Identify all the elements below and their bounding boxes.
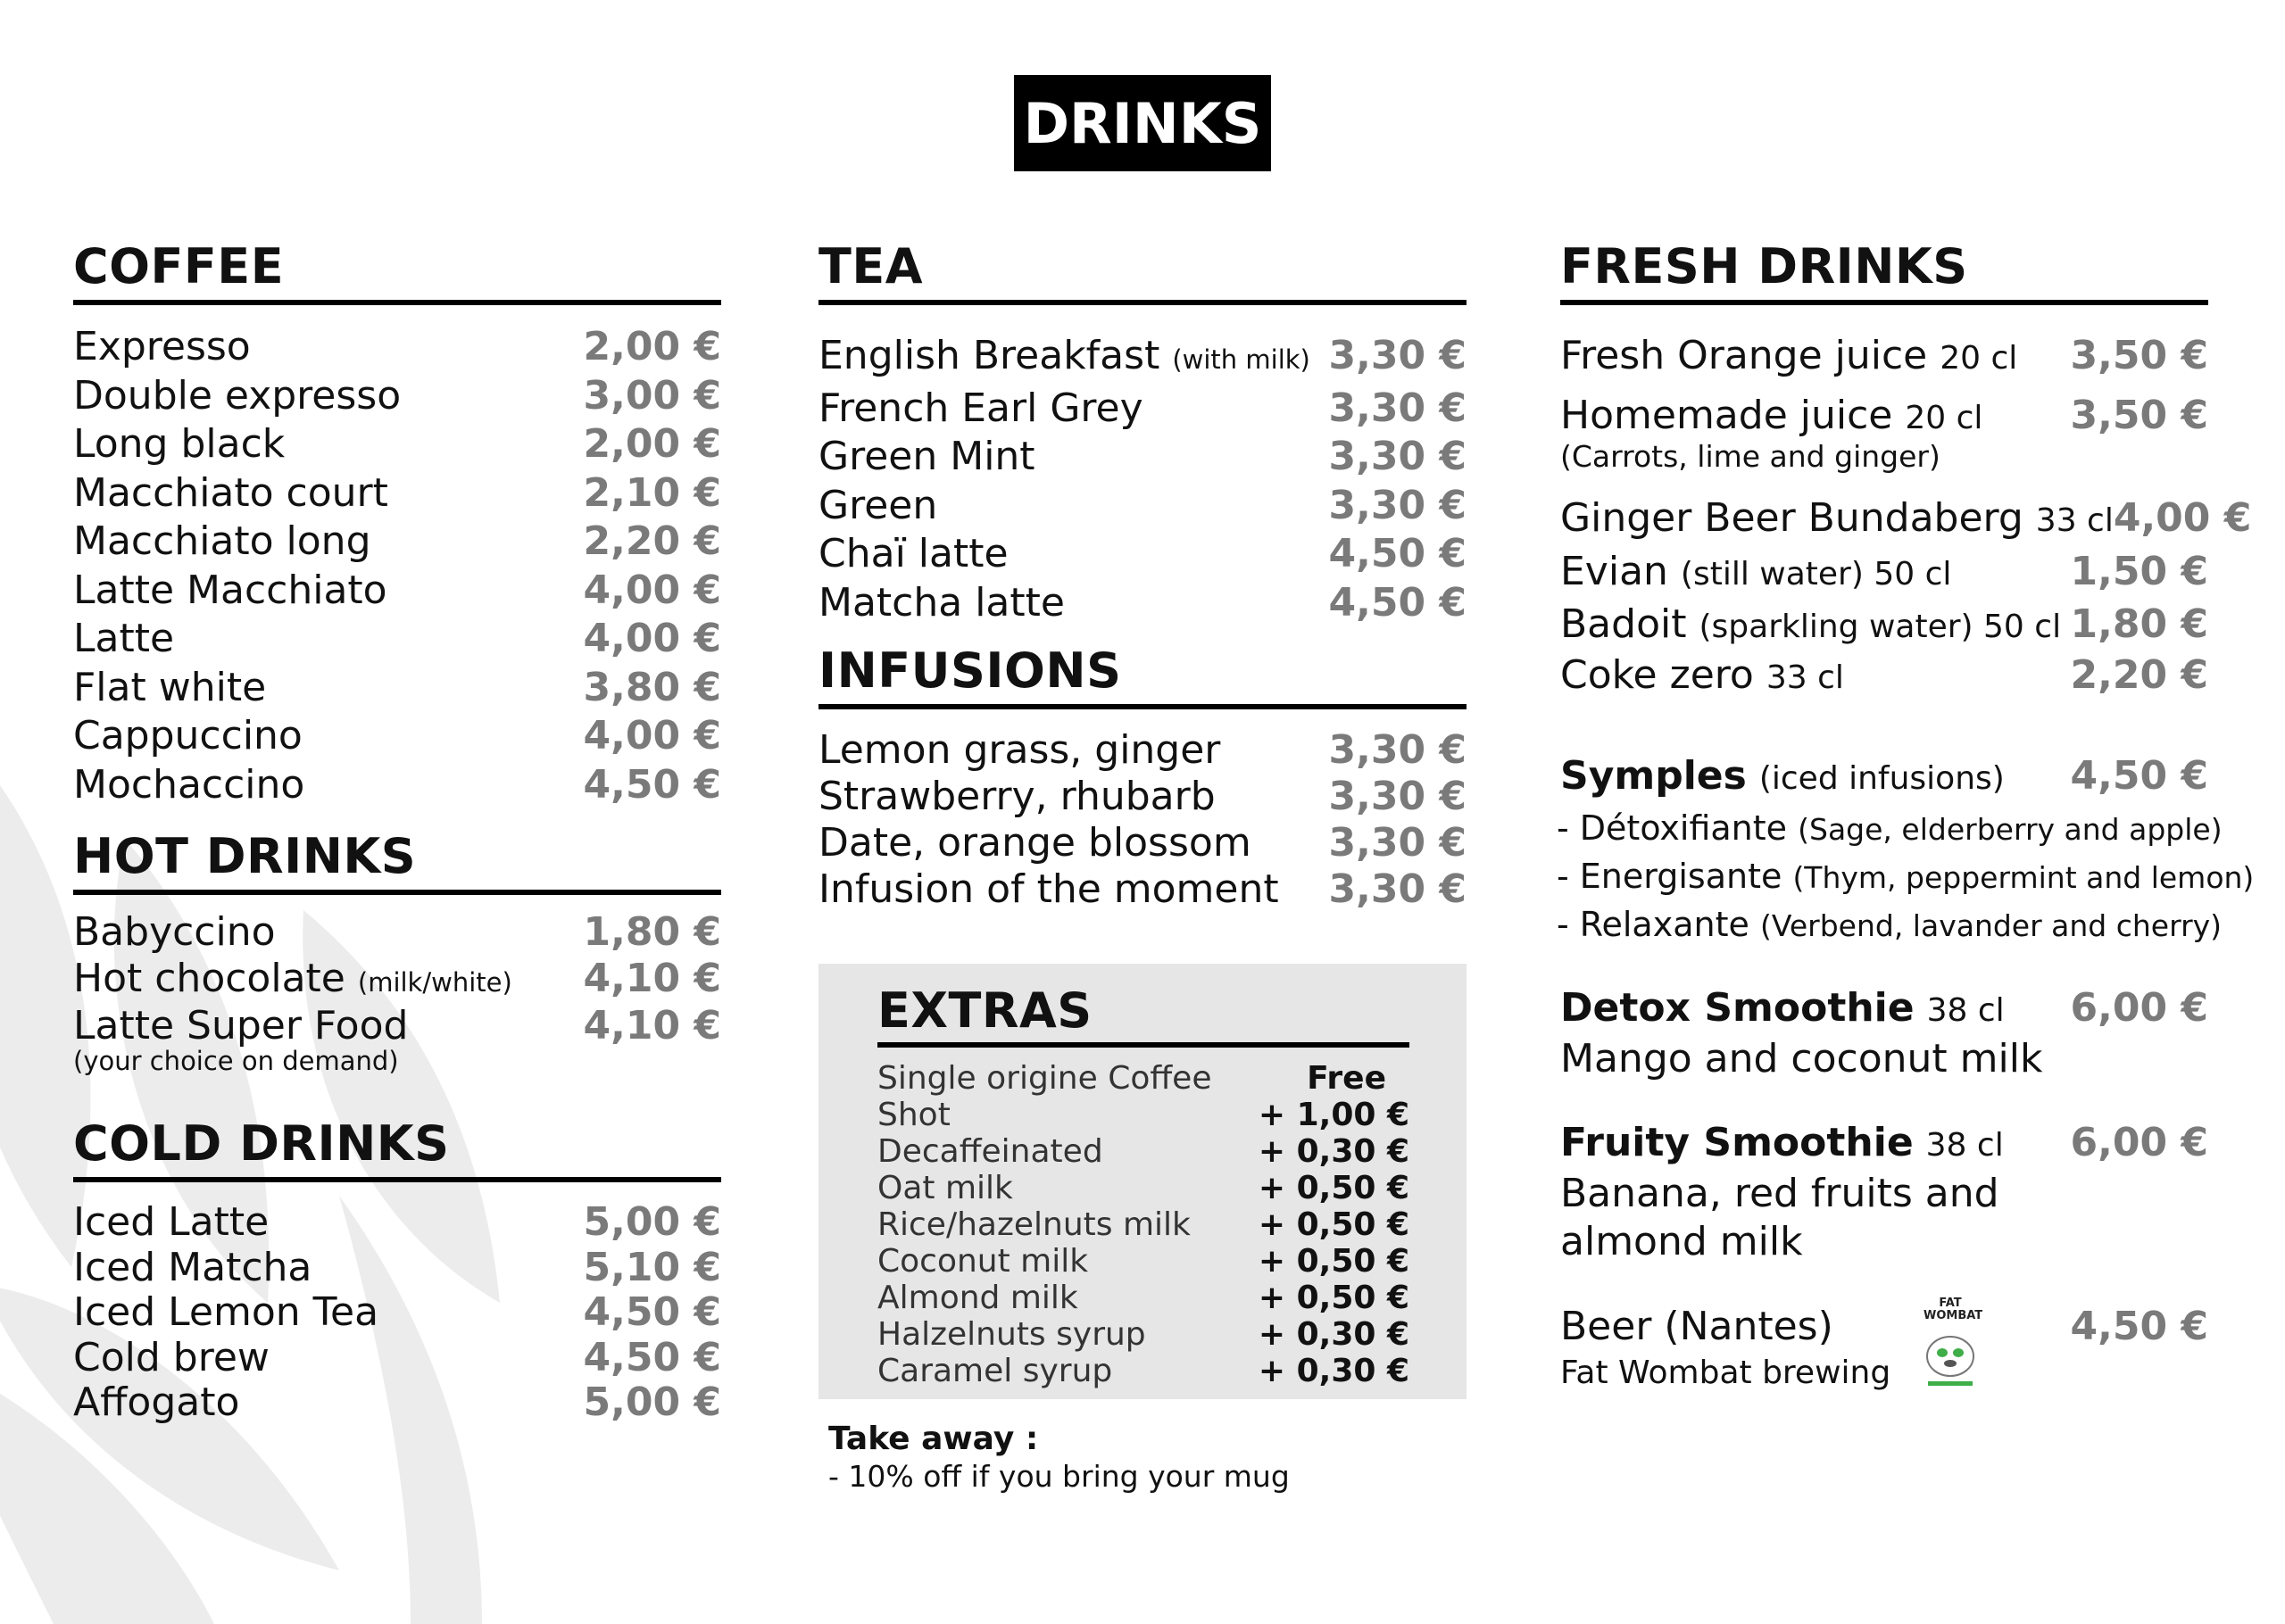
list-item: Strawberry, rhubarb 3,30 € (818, 774, 1467, 819)
list-item: Caramel syrup + 0,30 € (877, 1353, 1409, 1389)
infusions-list (818, 727, 1467, 913)
list-item: French Earl Grey 3,30 € (818, 385, 1467, 431)
list-item: Hot chocolate (milk/white) 4,10 € (73, 956, 721, 1001)
list-item: Green Mint 3,30 € (818, 434, 1467, 479)
list-item: Iced Lemon Tea 4,50 € (73, 1289, 721, 1335)
list-item: Latte Super Food 4,10 € (73, 1003, 721, 1048)
list-item: Shot + 1,00 € (877, 1097, 1409, 1133)
list-item: Date, orange blossom 3,30 € (818, 820, 1467, 866)
list-item: Symples (iced infusions) 4,50 € (1560, 753, 2208, 799)
list-item: Single origine Coffee Free (877, 1060, 1386, 1097)
list-item: Oat milk + 0,50 € (877, 1170, 1409, 1206)
list-item: Macchiato long 2,20 € (73, 518, 721, 564)
list-item: Cappuccino 4,00 € (73, 713, 721, 758)
list-item: Matcha latte 4,50 € (818, 579, 1467, 626)
cold-drinks-rule (73, 1177, 721, 1182)
fresh-drinks-heading: FRESH DRINKS (1560, 238, 1968, 294)
symples-variant: - Energisante (Thym, peppermint and lemon) (1557, 857, 2255, 896)
cold-drinks-heading: COLD DRINKS (73, 1115, 450, 1172)
fruity-desc-2: almond milk (1560, 1219, 1803, 1264)
list-item: Chaï latte 4,50 € (818, 531, 1467, 576)
fat-wombat-logo (1910, 1297, 1990, 1396)
list-item: Fruity Smoothie 38 cl 6,00 € (1560, 1120, 2208, 1165)
list-item: Latte 4,00 € (73, 616, 721, 661)
list-item: Mochaccino 4,50 € (73, 761, 721, 808)
symples-variant: - Détoxifiante (Sage, elderberry and apple) (1557, 808, 2223, 848)
hot-drinks-list (73, 909, 721, 1075)
hot-drinks-heading: HOT DRINKS (73, 828, 417, 884)
list-item: Ginger Beer Bundaberg 33 cl 4,00 € (1560, 495, 2252, 541)
take-away-note (828, 1421, 1290, 1494)
list-item: Macchiato court 2,10 € (73, 469, 721, 516)
extras-heading: EXTRAS (877, 982, 1093, 1039)
list-item: Fresh Orange juice 20 cl 3,50 € (1560, 333, 2208, 378)
list-item: Infusion of the moment 3,30 € (818, 866, 1467, 912)
list-item: Green 3,30 € (818, 482, 1467, 528)
latte-super-food-note: (your choice on demand) (73, 1046, 399, 1076)
beer-brewery: Fat Wombat brewing (1560, 1355, 1891, 1391)
wombat-icon (1910, 1322, 1990, 1394)
list-item: Babyccino 1,80 € (73, 909, 721, 955)
take-away-heading: Take away : (828, 1421, 1039, 1457)
tea-rule (818, 300, 1467, 305)
take-away-text: - 10% off if you bring your mug (828, 1459, 1290, 1494)
homemade-juice-note: (Carrots, lime and ginger) (1560, 439, 1940, 474)
middle-column (818, 239, 1467, 913)
tea-list (818, 332, 1467, 627)
list-item: Affogato 5,00 € (73, 1380, 721, 1425)
list-item: Cold brew 4,50 € (73, 1334, 721, 1380)
symples-variant: - Relaxante (Verbend, lavander and cherry) (1557, 905, 2223, 944)
list-item: Expresso 2,00 € (73, 324, 721, 369)
menu-title: DRINKS (1014, 75, 1271, 171)
list-item: English Breakfast (with milk) 3,30 € (818, 333, 1467, 378)
list-item: Long black 2,00 € (73, 421, 721, 467)
list-item: Flat white 3,80 € (73, 664, 721, 710)
list-item: Coke zero 33 cl 2,20 € (1560, 652, 2208, 698)
extras-list (877, 1060, 1409, 1389)
right-column (1557, 238, 2255, 1395)
list-item: Double expresso 3,00 € (73, 372, 721, 418)
coffee-list (73, 323, 721, 809)
list-item: Almond milk + 0,50 € (877, 1280, 1409, 1316)
list-item: Lemon grass, ginger 3,30 € (818, 727, 1467, 773)
coffee-heading: COFFEE (73, 238, 285, 294)
list-item: Iced Matcha 5,10 € (73, 1244, 721, 1290)
fat-wombat-logo-text: FAT WOMBAT (1924, 1297, 1983, 1322)
tea-heading: TEA (818, 238, 924, 294)
list-item: Detox Smoothie 38 cl 6,00 € (1560, 985, 2208, 1031)
list-item: Latte Macchiato 4,00 € (73, 567, 721, 613)
left-column (73, 239, 721, 1426)
coffee-rule (73, 300, 721, 305)
cold-drinks-list (73, 1200, 721, 1426)
extras-rule (877, 1042, 1409, 1048)
extras-panel (818, 964, 1467, 1399)
list-item: Beer (Nantes) 4,50 € (1560, 1304, 2208, 1349)
list-item: Evian (still water) 50 cl 1,50 € (1560, 549, 2208, 594)
list-item: Decaffeinated + 0,30 € (877, 1133, 1409, 1170)
list-item: Rice/hazelnuts milk + 0,50 € (877, 1206, 1409, 1243)
detox-desc: Mango and coconut milk (1560, 1036, 2043, 1081)
list-item: Badoit (sparkling water) 50 cl 1,80 € (1560, 601, 2208, 647)
list-item: Coconut milk + 0,50 € (877, 1243, 1409, 1280)
list-item: Iced Latte 5,00 € (73, 1199, 721, 1245)
hot-drinks-rule (73, 890, 721, 895)
fresh-drinks-rule (1560, 300, 2208, 305)
infusions-rule (818, 704, 1467, 709)
fruity-desc: Banana, red fruits and (1560, 1171, 1999, 1216)
list-item: Halzelnuts syrup + 0,30 € (877, 1316, 1409, 1353)
infusions-heading: INFUSIONS (818, 642, 1122, 699)
list-item: Homemade juice 20 cl 3,50 € (1560, 393, 2208, 438)
